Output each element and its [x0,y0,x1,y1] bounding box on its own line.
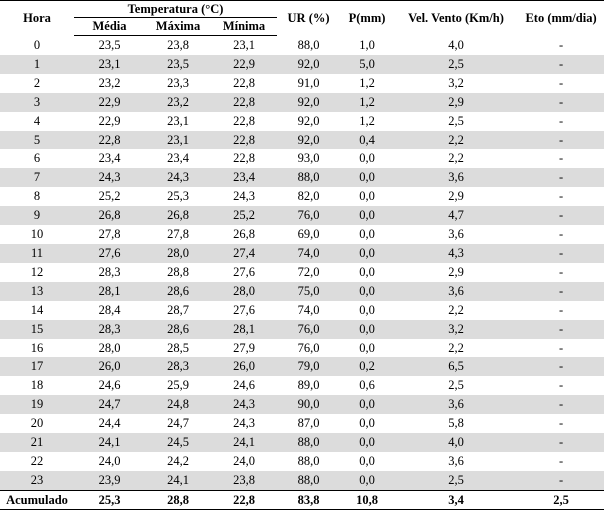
cell-minima: 24,3 [233,416,255,431]
cell-media: 24,6 [98,378,121,393]
table-row [0,131,604,150]
cell-maxima: 26,8 [145,206,211,225]
cell-eto: - [558,75,564,90]
cell-minima: 23,4 [211,168,277,187]
table-row [0,225,604,244]
cell-minima: 22,8 [211,131,277,150]
cell-eto: - [558,416,564,431]
cell-eto: - [518,55,604,74]
total-p: 10,8 [340,490,394,509]
cell-minima: 22,8 [233,75,255,90]
table-row [0,168,604,187]
cell-hora: 5 [0,131,74,150]
cell-hora: 0 [33,37,41,52]
header-hora: Hora [23,11,51,26]
cell-hora: 21 [0,433,74,452]
table-row [0,112,604,131]
cell-ur: 74,0 [297,302,320,317]
cell-maxima: 23,5 [145,55,211,74]
cell-p: 0,0 [340,168,394,187]
cell-p: 1,2 [340,93,394,112]
cell-hora: 15 [0,320,74,339]
cell-p: 0,0 [359,340,375,355]
table-row [0,414,604,433]
cell-eto: - [558,340,564,355]
table-row [0,339,604,358]
cell-media: 24,7 [74,395,145,414]
cell-hora: 8 [33,189,41,204]
cell-hora: 22 [30,453,44,468]
cell-ur: 79,0 [277,357,340,376]
cell-ur: 72,0 [297,264,320,279]
cell-media: 24,0 [98,453,121,468]
cell-media: 26,0 [74,357,145,376]
table-header [0,1,604,36]
cell-vel: 6,5 [394,357,518,376]
cell-vel: 4,0 [448,37,464,52]
cell-ur: 92,0 [277,93,340,112]
table-row [0,376,604,395]
table-row [0,357,604,376]
cell-eto: - [558,227,564,242]
cell-maxima: 28,6 [145,282,211,301]
cell-minima: 28,0 [211,282,277,301]
cell-vel: 2,5 [394,471,518,490]
cell-maxima: 23,4 [167,151,189,166]
cell-minima: 27,9 [233,340,255,355]
total-minima: 22,8 [211,490,277,509]
cell-media: 24,1 [74,433,145,452]
cell-media: 28,0 [98,340,121,355]
cell-maxima: 23,8 [167,38,189,52]
cell-vel: 2,2 [394,131,518,150]
cell-vel: 3,6 [394,282,518,301]
cell-media: 28,1 [74,282,145,301]
cell-hora: 13 [0,282,74,301]
header-ur: UR (%) [287,11,330,26]
cell-vel: 2,9 [394,93,518,112]
table-row [0,93,604,112]
cell-media: 28,3 [98,264,121,279]
cell-media: 28,4 [98,302,121,317]
total-eto: 2,5 [518,490,604,509]
cell-maxima: 25,3 [167,189,189,204]
table-row [0,301,604,320]
cell-p: 1,0 [359,37,375,52]
cell-p: 0,0 [340,206,394,225]
cell-minima: 26,8 [233,227,255,242]
cell-vel: 3,2 [448,75,464,90]
cell-eto: - [558,37,564,52]
table-row [0,395,604,414]
cell-media: 24,3 [74,168,145,187]
cell-eto: - [558,378,564,393]
table-body [0,36,604,491]
total-vel: 3,4 [394,490,518,509]
cell-vel: 3,6 [448,227,464,242]
cell-media: 22,9 [74,93,145,112]
cell-maxima: 25,9 [167,378,189,393]
cell-vel: 4,3 [394,244,518,263]
total-row [0,490,604,509]
table-row [0,433,604,452]
cell-vel: 2,9 [448,264,464,279]
cell-minima: 24,6 [233,378,255,393]
header-vel-vento: Vel. Vento (Km/h) [408,11,504,26]
cell-minima: 22,9 [211,55,277,74]
cell-minima: 28,1 [211,320,277,339]
cell-ur: 88,0 [297,453,320,468]
cell-hora: 1 [0,55,74,74]
cell-hora: 19 [0,395,74,414]
cell-hora: 4 [33,113,41,128]
cell-minima: 22,8 [233,151,255,166]
cell-hora: 6 [33,151,41,166]
cell-maxima: 24,8 [145,395,211,414]
table-row [0,244,604,263]
cell-p: 0,0 [340,395,394,414]
cell-minima: 26,0 [211,357,277,376]
cell-minima: 23,1 [233,38,255,52]
table-row [0,320,604,339]
cell-eto: - [518,168,604,187]
cell-media: 22,8 [74,131,145,150]
cell-hora: 9 [0,206,74,225]
cell-ur: 69,0 [297,227,320,242]
cell-minima: 22,8 [211,93,277,112]
cell-maxima: 23,3 [167,75,189,90]
cell-hora: 12 [30,264,44,279]
cell-ur: 76,0 [297,340,320,355]
total-hora: Acumulado [0,490,74,509]
table-row [0,74,604,93]
header-minima: Mínima [211,18,277,36]
table-row [0,36,604,55]
cell-minima: 24,3 [233,189,255,204]
cell-minima: 27,6 [233,302,255,317]
cell-maxima: 28,6 [145,320,211,339]
cell-minima: 22,8 [233,113,255,128]
cell-eto: - [558,113,564,128]
cell-p: 0,0 [359,416,375,431]
cell-p: 0,0 [359,453,375,468]
cell-hora: 11 [0,244,74,263]
cell-ur: 88,0 [277,471,340,490]
cell-hora: 17 [0,357,74,376]
table-row [0,206,604,225]
table-row [0,452,604,471]
cell-hora: 10 [30,227,44,242]
cell-p: 0,0 [359,189,375,204]
cell-maxima: 24,7 [167,416,189,431]
cell-p: 5,0 [340,55,394,74]
cell-maxima: 24,5 [145,433,211,452]
cell-ur: 93,0 [297,151,320,166]
cell-ur: 89,0 [297,378,320,393]
header-maxima: Máxima [145,18,211,36]
cell-media: 26,8 [74,206,145,225]
cell-vel: 3,2 [394,320,518,339]
cell-ur: 92,0 [277,131,340,150]
cell-p: 0,0 [359,302,375,317]
cell-eto: - [518,320,604,339]
cell-eto: - [558,189,564,204]
total-ur: 83,8 [277,490,340,509]
cell-minima: 24,0 [233,453,255,468]
cell-eto: - [518,206,604,225]
cell-media: 23,5 [98,38,121,52]
cell-ur: 92,0 [297,113,320,128]
cell-ur: 76,0 [277,320,340,339]
header-p: P(mm) [348,11,386,26]
cell-eto: - [518,471,604,490]
cell-vel: 2,5 [448,378,464,393]
header-media: Média [74,18,145,36]
cell-vel: 3,6 [394,395,518,414]
cell-maxima: 24,3 [145,168,211,187]
table-row [0,149,604,168]
cell-eto: - [558,453,564,468]
cell-media: 22,9 [98,113,121,128]
cell-media: 24,4 [98,416,121,431]
cell-eto: - [518,282,604,301]
cell-eto: - [518,93,604,112]
cell-p: 0,0 [340,471,394,490]
cell-media: 27,6 [74,244,145,263]
table-row [0,263,604,282]
cell-eto: - [558,151,564,166]
cell-minima: 24,1 [211,433,277,452]
cell-hora: 14 [30,302,44,317]
cell-vel: 2,9 [448,189,464,204]
cell-hora: 2 [33,75,41,90]
cell-maxima: 27,8 [167,227,189,242]
cell-p: 0,0 [359,227,375,242]
cell-ur: 75,0 [277,282,340,301]
cell-ur: 76,0 [277,206,340,225]
cell-maxima: 24,2 [167,453,189,468]
cell-hora: 3 [0,93,74,112]
cell-maxima: 28,0 [145,244,211,263]
cell-ur: 88,0 [277,433,340,452]
cell-hora: 20 [30,416,44,431]
cell-maxima: 28,8 [167,264,189,279]
cell-p: 0,6 [359,378,375,393]
cell-vel: 2,2 [448,340,464,355]
cell-eto: - [518,433,604,452]
cell-hora: 23 [0,471,74,490]
cell-p: 0,0 [359,264,375,279]
cell-maxima: 28,5 [167,340,189,355]
cell-media: 23,4 [98,151,121,166]
cell-ur: 82,0 [297,189,320,204]
cell-maxima: 23,2 [145,93,211,112]
cell-ur: 90,0 [277,395,340,414]
cell-vel: 3,6 [394,168,518,187]
table-row [0,282,604,301]
header-temperatura: Temperatura (°C) [74,1,277,18]
cell-p: 0,0 [340,282,394,301]
cell-ur: 74,0 [277,244,340,263]
cell-minima: 24,3 [211,395,277,414]
cell-maxima: 24,1 [145,471,211,490]
cell-p: 1,2 [359,113,375,128]
total-maxima: 28,8 [145,490,211,509]
cell-media: 23,1 [74,55,145,74]
cell-eto: - [518,244,604,263]
cell-p: 0,0 [340,320,394,339]
cell-hora: 18 [30,378,44,393]
cell-p: 0,0 [340,433,394,452]
cell-vel: 5,8 [448,416,464,431]
cell-minima: 27,6 [233,264,255,279]
cell-media: 25,2 [98,189,121,204]
cell-minima: 23,8 [211,471,277,490]
cell-hora: 16 [30,340,44,355]
cell-media: 23,2 [98,75,121,90]
cell-eto: - [558,264,564,279]
cell-ur: 88,0 [297,37,320,52]
cell-maxima: 23,1 [145,131,211,150]
cell-vel: 4,0 [394,433,518,452]
header-eto: Eto (mm/dia) [525,11,597,26]
table-row [0,55,604,74]
cell-ur: 91,0 [297,75,320,90]
cell-eto: - [518,357,604,376]
cell-vel: 2,5 [448,113,464,128]
cell-p: 0,0 [340,244,394,263]
cell-hora: 7 [0,168,74,187]
cell-media: 28,3 [74,320,145,339]
cell-eto: - [518,395,604,414]
cell-vel: 2,5 [394,55,518,74]
cell-p: 1,2 [359,75,375,90]
cell-vel: 3,6 [448,453,464,468]
table-row [0,471,604,490]
cell-ur: 92,0 [277,55,340,74]
cell-vel: 4,7 [394,206,518,225]
cell-maxima: 28,7 [167,302,189,317]
cell-minima: 27,4 [211,244,277,263]
cell-minima: 25,2 [211,206,277,225]
total-media: 25,3 [74,490,145,509]
cell-eto: - [518,131,604,150]
cell-vel: 2,2 [448,151,464,166]
cell-p: 0,4 [340,131,394,150]
cell-vel: 2,2 [448,302,464,317]
cell-p: 0,0 [359,151,375,166]
cell-p: 0,2 [340,357,394,376]
cell-eto: - [558,302,564,317]
table-row [0,187,604,206]
cell-maxima: 23,1 [167,113,189,128]
cell-ur: 87,0 [297,416,320,431]
cell-media: 23,9 [74,471,145,490]
cell-maxima: 28,3 [145,357,211,376]
cell-ur: 88,0 [277,168,340,187]
cell-media: 27,8 [98,227,121,242]
